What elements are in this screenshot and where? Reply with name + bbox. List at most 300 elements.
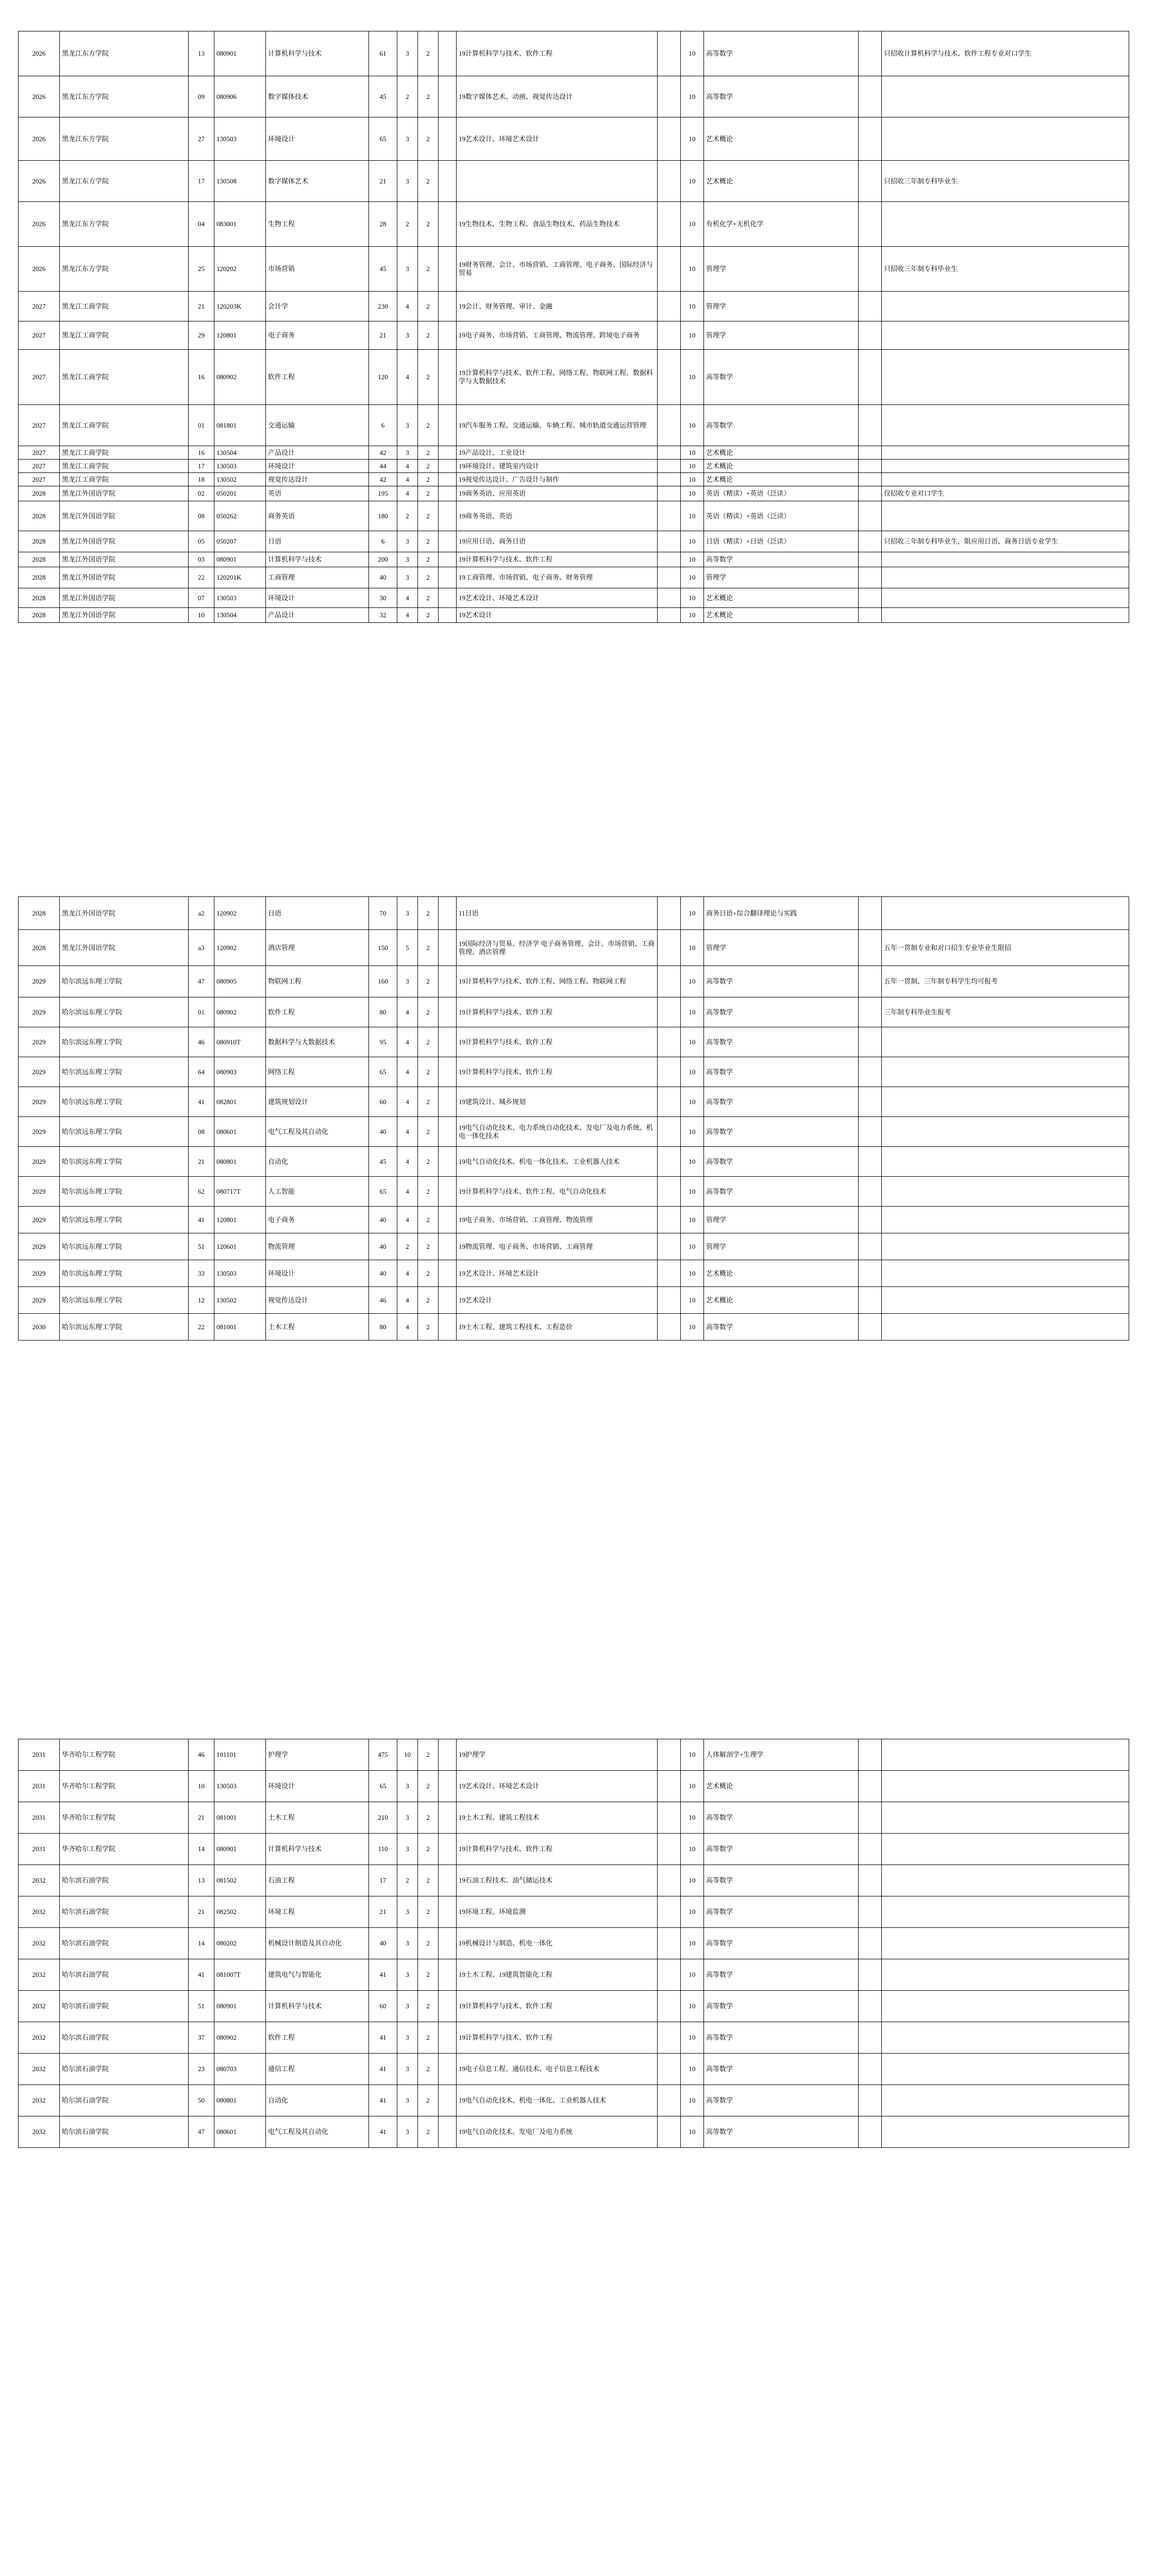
table-cell: 41	[369, 1959, 397, 1991]
table-cell: 2027	[19, 350, 60, 405]
table-cell	[658, 897, 681, 930]
table-cell: 英语	[266, 486, 369, 501]
table-row	[19, 202, 1129, 247]
table-cell: 37	[189, 2022, 214, 2054]
table-cell	[439, 997, 457, 1027]
table-cell: 黑龙江东方学院	[60, 117, 189, 161]
table-cell: 51	[189, 1991, 214, 2022]
table-cell	[439, 321, 457, 350]
table-cell	[658, 1147, 681, 1177]
table-cell: 41	[189, 1087, 214, 1117]
table-cell: a2	[189, 897, 214, 930]
table-cell: 19视觉传达设计、广告设计与制作	[457, 473, 658, 486]
table-cell: 2	[418, 608, 439, 623]
table-cell: 40	[369, 1928, 397, 1959]
table-cell: 08	[189, 1117, 214, 1147]
table-cell: 生物工程	[266, 202, 369, 247]
table-cell: 3	[397, 1771, 418, 1802]
table-cell: 10	[681, 1027, 704, 1057]
table-cell	[882, 1057, 1129, 1087]
table-cell: 3	[397, 31, 418, 76]
table-cell: 19电气自动化技术、机电一体化技术、工业机器人技术	[457, 1147, 658, 1177]
table-cell: 3	[397, 247, 418, 292]
table-cell	[859, 76, 882, 117]
table-cell: 高等数学	[704, 1147, 859, 1177]
table-cell	[658, 1207, 681, 1233]
table-cell	[658, 76, 681, 117]
table-cell: 65	[369, 1177, 397, 1207]
table-cell: 高等数学	[704, 2085, 859, 2116]
table-cell: 华齐哈尔工程学院	[60, 1771, 189, 1802]
table-cell: 2032	[19, 1959, 60, 1991]
table-cell: 哈尔滨远东理工学院	[60, 1027, 189, 1057]
table-cell: 4	[397, 1027, 418, 1057]
table-cell: 19电子信息工程、通信技术、电子信息工程技术	[457, 2054, 658, 2085]
table-cell: 2	[418, 930, 439, 966]
table-cell: 2029	[19, 1260, 60, 1287]
table-cell: 10	[681, 1896, 704, 1928]
table-cell	[882, 1771, 1129, 1802]
table-cell: 2	[418, 486, 439, 501]
table-cell: 3	[397, 405, 418, 446]
table-cell: 2032	[19, 2022, 60, 2054]
table-cell: 29	[189, 321, 214, 350]
table-cell: 19计算机科学与技术、软件工程	[457, 1027, 658, 1057]
table-cell: 083001	[214, 202, 266, 247]
table-cell	[658, 321, 681, 350]
table-cell: 黑龙江外国语学院	[60, 608, 189, 623]
table-cell: 10	[681, 460, 704, 473]
table-cell	[439, 117, 457, 161]
table-cell: 2	[418, 350, 439, 405]
table-cell	[882, 1027, 1129, 1057]
table-cell: 2032	[19, 2116, 60, 2148]
table-cell	[439, 76, 457, 117]
table-cell: 高等数学	[704, 966, 859, 997]
table-cell	[882, 1087, 1129, 1117]
table-cell: 2	[397, 501, 418, 531]
table-cell: 2	[418, 1260, 439, 1287]
table-row	[19, 897, 1129, 930]
table-cell: 黑龙江东方学院	[60, 31, 189, 76]
table-cell: 黑龙江外国语学院	[60, 930, 189, 966]
table-cell: 080905	[214, 966, 266, 997]
table-cell: 物联网工程	[266, 966, 369, 997]
table-cell	[439, 1027, 457, 1057]
table-cell	[859, 486, 882, 501]
table-cell	[882, 1207, 1129, 1233]
table-cell	[439, 1771, 457, 1802]
table-cell: 10	[681, 1260, 704, 1287]
table-cell	[439, 966, 457, 997]
table-cell	[882, 897, 1129, 930]
table-cell: 哈尔滨远东理工学院	[60, 1147, 189, 1177]
table-cell: 4	[397, 997, 418, 1027]
table-cell: 41	[189, 1959, 214, 1991]
table-cell	[439, 2054, 457, 2085]
table-cell: 40	[369, 1117, 397, 1147]
table-cell: 3	[397, 1834, 418, 1865]
table-cell	[859, 1233, 882, 1260]
table-cell: 2	[418, 552, 439, 567]
table-cell	[859, 1771, 882, 1802]
table-cell: 电子商务	[266, 321, 369, 350]
table-cell	[859, 997, 882, 1027]
table-cell: 数字媒体艺术	[266, 161, 369, 202]
table-row	[19, 1991, 1129, 2022]
table-cell	[439, 1865, 457, 1896]
table-cell: 2	[418, 1959, 439, 1991]
table-cell: 2032	[19, 1991, 60, 2022]
table-cell: 黑龙江东方学院	[60, 76, 189, 117]
table-cell: 10	[681, 997, 704, 1027]
table-cell: 2	[418, 76, 439, 117]
table-cell	[882, 1834, 1129, 1865]
table-cell: 高等数学	[704, 2054, 859, 2085]
table-cell: 47	[189, 966, 214, 997]
table-cell: 数据科学与大数据技术	[266, 1027, 369, 1057]
table-cell: 19计算机科学与技术、软件工程	[457, 997, 658, 1027]
table-cell: 哈尔滨石油学院	[60, 2022, 189, 2054]
table-cell	[439, 1959, 457, 1991]
table-cell: 19电子商务、市场营销、工商管理、物流管理	[457, 1207, 658, 1233]
table-cell: 080703	[214, 2054, 266, 2085]
table-cell	[882, 1928, 1129, 1959]
table-cell	[658, 930, 681, 966]
table-cell: 2	[418, 1865, 439, 1896]
table-cell: 60	[369, 1991, 397, 2022]
table-cell: 080906	[214, 76, 266, 117]
table-cell: 10	[681, 2054, 704, 2085]
table-cell	[859, 1896, 882, 1928]
table-cell	[882, 1896, 1129, 1928]
table-cell	[658, 161, 681, 202]
table-cell: 61	[369, 31, 397, 76]
table-cell: 只招收计算机科学与技术、软件工程专业对口学生	[882, 31, 1129, 76]
table-cell: 120202	[214, 247, 266, 292]
table-cell: 黑龙江工商学院	[60, 473, 189, 486]
table-cell: 通信工程	[266, 2054, 369, 2085]
table-cell: 14	[189, 1834, 214, 1865]
table-cell: 4	[397, 473, 418, 486]
table-cell: 130503	[214, 460, 266, 473]
table-cell: 081001	[214, 1314, 266, 1341]
table-cell: 4	[397, 486, 418, 501]
table-cell: 2028	[19, 930, 60, 966]
table-row	[19, 1177, 1129, 1207]
table-cell: 黑龙江东方学院	[60, 161, 189, 202]
table-cell: 10	[681, 501, 704, 531]
table-cell: 2	[418, 1057, 439, 1087]
table-cell: 19计算机科学与技术、软件工程	[457, 1057, 658, 1087]
table-cell: 管理学	[704, 567, 859, 588]
table-cell	[658, 350, 681, 405]
table-cell: 10	[681, 608, 704, 623]
table-cell: 只招收三年制专科毕业生	[882, 161, 1129, 202]
table-cell	[439, 1928, 457, 1959]
table-cell	[439, 1802, 457, 1834]
table-cell: 2028	[19, 486, 60, 501]
table-cell: 51	[189, 1233, 214, 1260]
table-cell: 19土木工程、建筑工程技术	[457, 1802, 658, 1834]
table-row	[19, 2085, 1129, 2116]
table-cell: 3	[397, 446, 418, 460]
table-cell: 2030	[19, 1314, 60, 1341]
table-cell: 哈尔滨远东理工学院	[60, 1057, 189, 1087]
table-cell: 19电气自动化技术、机电一体化、工业机器人技术	[457, 2085, 658, 2116]
table-cell: 2	[397, 1233, 418, 1260]
table-cell: 10	[681, 2085, 704, 2116]
table-cell: 2029	[19, 1207, 60, 1233]
table-cell: 130503	[214, 588, 266, 608]
table-cell: 2	[418, 473, 439, 486]
table-cell: 65	[369, 117, 397, 161]
table-cell	[439, 31, 457, 76]
table-cell: 70	[369, 897, 397, 930]
table-cell: 03	[189, 552, 214, 567]
table-cell: 高等数学	[704, 552, 859, 567]
table-cell: 32	[369, 608, 397, 623]
table-cell: 自动化	[266, 2085, 369, 2116]
table-cell: 10	[681, 930, 704, 966]
table-cell	[859, 567, 882, 588]
table-cell: 10	[681, 31, 704, 76]
table-cell: 护理学	[266, 1739, 369, 1771]
table-cell	[658, 2054, 681, 2085]
table-cell: 2	[418, 2022, 439, 2054]
table-cell: 130504	[214, 446, 266, 460]
table-row	[19, 161, 1129, 202]
table-cell: 130502	[214, 473, 266, 486]
table-cell: 180	[369, 501, 397, 531]
table-cell: 23	[189, 2054, 214, 2085]
table-row	[19, 31, 1129, 76]
table-cell: 28	[369, 202, 397, 247]
table-cell: 黑龙江外国语学院	[60, 486, 189, 501]
table-cell	[658, 446, 681, 460]
table-cell: 2032	[19, 1865, 60, 1896]
table-cell: 2031	[19, 1834, 60, 1865]
table-cell: 25	[189, 247, 214, 292]
table-cell: 黑龙江外国语学院	[60, 552, 189, 567]
table-cell: 10	[681, 1771, 704, 1802]
table-cell: 45	[369, 76, 397, 117]
table-cell	[439, 446, 457, 460]
table-cell: 19产品设计、工业设计	[457, 446, 658, 460]
table-cell: 130503	[214, 117, 266, 161]
table-cell: 40	[369, 1260, 397, 1287]
table-cell: 艺术概论	[704, 446, 859, 460]
table-cell	[658, 588, 681, 608]
table-cell: 2	[418, 1802, 439, 1834]
table-cell: 2028	[19, 552, 60, 567]
table-cell: 10	[681, 1834, 704, 1865]
table-cell	[882, 76, 1129, 117]
table-cell: 3	[397, 161, 418, 202]
table-cell	[457, 161, 658, 202]
table-cell: 050201	[214, 486, 266, 501]
table-cell	[859, 1260, 882, 1287]
table-cell: 3	[397, 1991, 418, 2022]
table-cell	[859, 473, 882, 486]
table-cell: 2027	[19, 292, 60, 321]
table-cell: 哈尔滨远东理工学院	[60, 1177, 189, 1207]
table-cell: 230	[369, 292, 397, 321]
table-cell: 2	[418, 405, 439, 446]
table-cell: 2	[418, 202, 439, 247]
table-cell: 电子商务	[266, 1207, 369, 1233]
table-cell: 只招收三年制专科毕业生	[882, 247, 1129, 292]
table-cell: 高等数学	[704, 1087, 859, 1117]
table-cell: 10	[681, 1087, 704, 1117]
table-cell: 2	[418, 567, 439, 588]
table-cell: 高等数学	[704, 31, 859, 76]
table-cell: 黑龙江外国语学院	[60, 501, 189, 531]
table-cell: 41	[189, 1207, 214, 1233]
table-cell	[859, 405, 882, 446]
table-cell: 哈尔滨远东理工学院	[60, 1260, 189, 1287]
table-cell: 2028	[19, 897, 60, 930]
table-cell	[882, 473, 1129, 486]
admissions-table	[18, 896, 1129, 1341]
table-cell	[859, 531, 882, 552]
table-cell: 21	[369, 321, 397, 350]
table-cell	[882, 608, 1129, 623]
table-row	[19, 1207, 1129, 1233]
table-cell: 27	[189, 117, 214, 161]
table-cell: 视觉传达设计	[266, 473, 369, 486]
table-cell: 19汽车服务工程、交通运输、车辆工程、城市轨道交通运营管理	[457, 405, 658, 446]
table-cell: 高等数学	[704, 1117, 859, 1147]
table-cell	[658, 31, 681, 76]
table-cell: 4	[397, 1087, 418, 1117]
table-cell: 10	[681, 2116, 704, 2148]
table-cell: 2027	[19, 321, 60, 350]
table-cell: 42	[369, 446, 397, 460]
table-cell: 19电气自动化技术、发电厂及电力系统	[457, 2116, 658, 2148]
table-cell: 2	[418, 460, 439, 473]
table-cell: 高等数学	[704, 1177, 859, 1207]
table-row	[19, 2054, 1129, 2085]
table-cell: 10	[681, 350, 704, 405]
table-cell: 2	[418, 1739, 439, 1771]
table-cell	[658, 202, 681, 247]
table-cell: 3	[397, 897, 418, 930]
table-cell	[882, 588, 1129, 608]
table-cell	[882, 446, 1129, 460]
table-cell: 10	[681, 486, 704, 501]
table-cell: 2031	[19, 1771, 60, 1802]
table-cell: 130504	[214, 608, 266, 623]
table-cell	[859, 1287, 882, 1314]
table-cell: 21	[189, 1802, 214, 1834]
table-cell: 19艺术设计、环境艺术设计	[457, 1260, 658, 1287]
table-cell: 日语	[266, 897, 369, 930]
table-cell: 五年一贯制、三年制专科学生均可报考	[882, 966, 1129, 997]
table-cell	[658, 1959, 681, 1991]
table-cell: 95	[369, 1027, 397, 1057]
table-cell	[439, 1260, 457, 1287]
table-cell: 2027	[19, 460, 60, 473]
table-cell: 19电子商务、市场营销、工商管理、物流管理、跨境电子商务	[457, 321, 658, 350]
table-cell	[859, 161, 882, 202]
table-cell	[882, 2116, 1129, 2148]
table-cell	[658, 2022, 681, 2054]
table-cell: 130503	[214, 1771, 266, 1802]
table-cell: 2	[397, 202, 418, 247]
table-cell	[658, 292, 681, 321]
table-cell	[882, 1177, 1129, 1207]
table-cell: 41	[369, 2116, 397, 2148]
table-cell: 3	[397, 1802, 418, 1834]
table-cell	[439, 567, 457, 588]
table-cell: 2	[418, 1233, 439, 1260]
table-cell: 哈尔滨远东理工学院	[60, 1207, 189, 1233]
table-cell: 产品设计	[266, 446, 369, 460]
table-cell: 19艺术设计、环境艺术设计	[457, 588, 658, 608]
table-cell: 高等数学	[704, 76, 859, 117]
table-cell: 10	[681, 405, 704, 446]
table-cell: 4	[397, 1117, 418, 1147]
table-cell: 高等数学	[704, 350, 859, 405]
table-cell: 2	[418, 321, 439, 350]
table-cell	[859, 460, 882, 473]
table-cell: a3	[189, 930, 214, 966]
table-cell: 艺术概论	[704, 608, 859, 623]
table-cell: 2027	[19, 405, 60, 446]
table-cell	[658, 1057, 681, 1087]
table-cell: 65	[369, 1057, 397, 1087]
table-cell: 2	[397, 1865, 418, 1896]
table-cell: 2029	[19, 1233, 60, 1260]
table-cell	[439, 247, 457, 292]
table-cell	[859, 1802, 882, 1834]
table-cell: 哈尔滨远东理工学院	[60, 1314, 189, 1341]
table-cell: 3	[397, 1896, 418, 1928]
table-cell: 19商务英语、应用英语	[457, 486, 658, 501]
table-cell: 2	[418, 1896, 439, 1928]
table-cell	[882, 350, 1129, 405]
table-cell	[439, 292, 457, 321]
table-cell: 环境设计	[266, 1771, 369, 1802]
table-cell: 2029	[19, 1027, 60, 1057]
table-cell: 050262	[214, 501, 266, 531]
table-cell: 10	[681, 1233, 704, 1260]
table-cell: 艺术概论	[704, 117, 859, 161]
table-cell: 210	[369, 1802, 397, 1834]
table-cell: 08	[189, 501, 214, 531]
table-cell	[439, 486, 457, 501]
table-cell: 4	[397, 1287, 418, 1314]
table-cell: 哈尔滨石油学院	[60, 2116, 189, 2148]
table-row	[19, 966, 1129, 997]
table-cell: 19计算机科学与技术、软件工程、电气自动化技术	[457, 1177, 658, 1207]
table-cell: 高等数学	[704, 1027, 859, 1057]
table-cell	[439, 1177, 457, 1207]
table-cell: 10	[681, 1314, 704, 1341]
table-cell: 黑龙江工商学院	[60, 321, 189, 350]
table-cell	[859, 552, 882, 567]
table-cell: 黑龙江工商学院	[60, 446, 189, 460]
table-row	[19, 473, 1129, 486]
table-cell: 3	[397, 2085, 418, 2116]
table-cell	[439, 405, 457, 446]
table-cell: 哈尔滨石油学院	[60, 2085, 189, 2116]
table-cell: 10	[681, 1959, 704, 1991]
table-cell: 哈尔滨石油学院	[60, 1991, 189, 2022]
table-cell: 19土木工程、建筑工程技术、工程造价	[457, 1314, 658, 1341]
table-cell: 艺术概论	[704, 1771, 859, 1802]
